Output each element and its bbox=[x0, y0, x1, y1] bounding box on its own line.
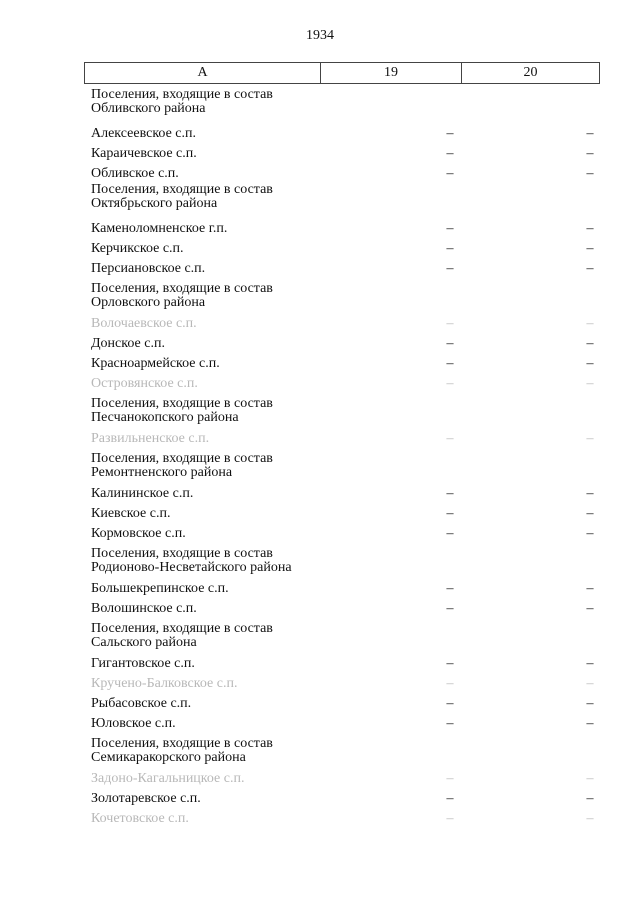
table-row bbox=[84, 127, 600, 147]
cell-value-19: – bbox=[446, 166, 454, 181]
page-number: 1934 bbox=[306, 28, 334, 43]
row-label: Островянское с.п. bbox=[91, 376, 198, 391]
table-row bbox=[84, 167, 600, 183]
table-row bbox=[84, 487, 600, 507]
cell-value-20: – bbox=[586, 716, 594, 731]
table-row bbox=[84, 282, 600, 317]
cell-value-19: – bbox=[446, 811, 454, 826]
row-label: Поселения, входящие в состав Песчанокопского района bbox=[91, 396, 273, 425]
cell-value-20: – bbox=[586, 696, 594, 711]
table-row bbox=[84, 147, 600, 167]
table-row bbox=[84, 547, 600, 582]
table-row bbox=[84, 812, 600, 832]
cell-value-19: – bbox=[446, 336, 454, 351]
table-row bbox=[84, 737, 600, 772]
table-row bbox=[84, 792, 600, 812]
cell-value-20: – bbox=[586, 811, 594, 826]
row-label: Каменоломненское г.п. bbox=[91, 221, 228, 236]
cell-value-20: – bbox=[586, 316, 594, 331]
cell-value-19: – bbox=[446, 696, 454, 711]
cell-value-20: – bbox=[586, 126, 594, 141]
row-label: Задоно-Кагальницкое с.п. bbox=[91, 771, 245, 786]
cell-value-20: – bbox=[586, 506, 594, 521]
cell-value-20: – bbox=[586, 146, 594, 161]
row-label: Алексеевское с.п. bbox=[91, 126, 196, 141]
cell-value-19: – bbox=[446, 601, 454, 616]
cell-value-19: – bbox=[446, 676, 454, 691]
table-row bbox=[84, 697, 600, 717]
table-row bbox=[84, 337, 600, 357]
cell-value-19: – bbox=[446, 581, 454, 596]
column-header-19: 19 bbox=[321, 63, 462, 83]
cell-value-19: – bbox=[446, 356, 454, 371]
row-label: Волочаевское с.п. bbox=[91, 316, 197, 331]
cell-value-20: – bbox=[586, 526, 594, 541]
table-row bbox=[84, 772, 600, 792]
table-row bbox=[84, 357, 600, 377]
row-label: Большекрепинское с.п. bbox=[91, 581, 229, 596]
row-label: Караичевское с.п. bbox=[91, 146, 197, 161]
cell-value-19: – bbox=[446, 656, 454, 671]
cell-value-20: – bbox=[586, 656, 594, 671]
table-row bbox=[84, 183, 600, 222]
row-label: Юловское с.п. bbox=[91, 716, 176, 731]
row-label: Гигантовское с.п. bbox=[91, 656, 195, 671]
table-row bbox=[84, 242, 600, 262]
table-row bbox=[84, 677, 600, 697]
table-row bbox=[84, 262, 600, 282]
cell-value-19: – bbox=[446, 261, 454, 276]
table-row bbox=[84, 507, 600, 527]
cell-value-20: – bbox=[586, 431, 594, 446]
cell-value-20: – bbox=[586, 336, 594, 351]
cell-value-20: – bbox=[586, 356, 594, 371]
cell-value-20: – bbox=[586, 601, 594, 616]
row-label: Рыбасовское с.п. bbox=[91, 696, 192, 711]
cell-value-20: – bbox=[586, 791, 594, 806]
table-row bbox=[84, 397, 600, 432]
table-row bbox=[84, 527, 600, 547]
table-row bbox=[84, 622, 600, 657]
row-label: Кочетовское с.п. bbox=[91, 811, 189, 826]
row-label: Калининское с.п. bbox=[91, 486, 194, 501]
table-row bbox=[84, 717, 600, 737]
row-label: Золотаревское с.п. bbox=[91, 791, 201, 806]
cell-value-20: – bbox=[586, 676, 594, 691]
table-row bbox=[84, 88, 600, 127]
table-row bbox=[84, 222, 600, 242]
row-label: Поселения, входящие в состав Ремонтненского района bbox=[91, 451, 273, 480]
row-label: Обливское с.п. bbox=[91, 166, 179, 181]
row-label: Кручено-Балковское с.п. bbox=[91, 676, 238, 691]
cell-value-19: – bbox=[446, 771, 454, 786]
row-label: Поселения, входящие в состав Родионово-Несветайского района bbox=[91, 546, 292, 575]
cell-value-19: – bbox=[446, 526, 454, 541]
row-label: Волошинское с.п. bbox=[91, 601, 197, 616]
row-label: Развильненское с.п. bbox=[91, 431, 210, 446]
table-row bbox=[84, 657, 600, 677]
row-label: Керчикское с.п. bbox=[91, 241, 184, 256]
column-header-20: 20 bbox=[523, 65, 538, 80]
cell-value-19: – bbox=[446, 146, 454, 161]
cell-value-19: – bbox=[446, 716, 454, 731]
row-label: Киевское с.п. bbox=[91, 506, 171, 521]
table-row bbox=[84, 582, 600, 602]
cell-value-20: – bbox=[586, 261, 594, 276]
table-row bbox=[84, 432, 600, 452]
cell-value-19: – bbox=[446, 221, 454, 236]
row-label: Поселения, входящие в состав Октябрьского района bbox=[91, 182, 273, 211]
cell-value-20: – bbox=[586, 376, 594, 391]
table-body bbox=[84, 88, 600, 832]
cell-value-20: – bbox=[586, 241, 594, 256]
cell-value-20: – bbox=[586, 166, 594, 181]
cell-value-20: – bbox=[586, 221, 594, 236]
cell-value-19: – bbox=[446, 376, 454, 391]
row-label: Поселения, входящие в состав Семикаракорского района bbox=[91, 736, 273, 765]
table-row bbox=[84, 377, 600, 397]
cell-value-20: – bbox=[586, 581, 594, 596]
row-label: Красноармейское с.п. bbox=[91, 356, 220, 371]
column-header-a: А bbox=[85, 63, 321, 83]
cell-value-19: – bbox=[446, 506, 454, 521]
cell-value-20: – bbox=[586, 771, 594, 786]
cell-value-19: – bbox=[446, 486, 454, 501]
cell-value-20: – bbox=[586, 486, 594, 501]
table-row bbox=[84, 602, 600, 622]
cell-value-19: – bbox=[446, 791, 454, 806]
cell-value-19: – bbox=[446, 431, 454, 446]
row-label: Поселения, входящие в состав Обливского района bbox=[91, 87, 273, 116]
table-row bbox=[84, 317, 600, 337]
table-row bbox=[84, 452, 600, 487]
row-label: Поселения, входящие в состав Сальского района bbox=[91, 621, 273, 650]
table-header bbox=[84, 62, 600, 84]
cell-value-19: – bbox=[446, 126, 454, 141]
cell-value-19: – bbox=[446, 316, 454, 331]
row-label: Донское с.п. bbox=[91, 336, 165, 351]
row-label: Поселения, входящие в состав Орловского района bbox=[91, 281, 273, 310]
row-label: Кормовское с.п. bbox=[91, 526, 186, 541]
row-label: Персиановское с.п. bbox=[91, 261, 206, 276]
cell-value-19: – bbox=[446, 241, 454, 256]
